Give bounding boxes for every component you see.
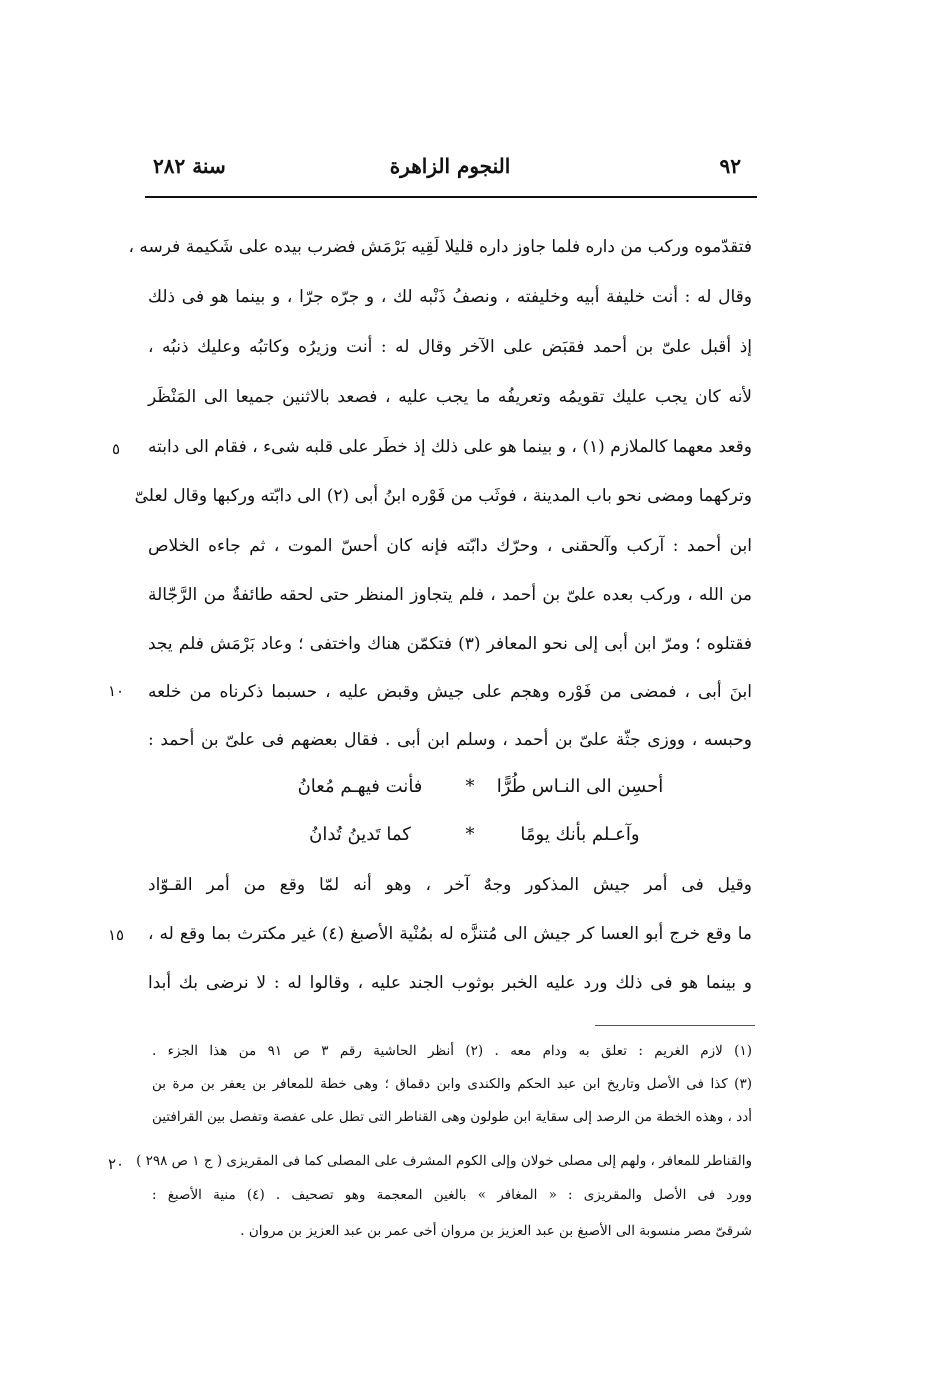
text-line: من الله ، وركب بعده علىّ بن أحمد ، فلم يتجاوز المنظر حتى لحقه طائفةٌ من الرَّجّالة: [148, 585, 752, 605]
text-line: وحبسه ، ووزى جثّة علىّ بن أحمد ، وسلم ابن أبى . فقال بعضهم فى علىّ بن أحمد :: [148, 730, 752, 750]
page-number: ٩٢: [719, 154, 741, 178]
verse-second-hemistich: كما تَدينُ تُدانُ: [309, 824, 411, 845]
verse-first-hemistich: أحسِن الى النـاس طُرًّا: [496, 776, 664, 797]
header-year: سنة ٢٨٢: [153, 154, 226, 178]
text-line: فتقدّموه وركب من داره فلما جاوز داره قليلا لَقِيه بَرْمَش فضرب بيده على شَكيمة فرسه ،: [128, 237, 752, 257]
page-header: [145, 150, 755, 190]
text-line: إذ أقبل علىّ بن أحمد فقبَض على الآخر وقال له : أنت وزيرُه وكاتبُه وعليك ذنبُه ،: [148, 337, 752, 357]
text-line: وقال له : أنت خليفة أبيه وخليفته ، ونصفُ ذَنْبه لك ، و جرّه جرّا ، و بينما هو فى ذلك: [148, 287, 752, 307]
footnote-line: والقناطر للمعافر ، ولهم إلى مصلى خولان وإلى الكوم المشرف على المصلى كما فى المقريزى ( ج ١ ص ٢٩٨ ): [136, 1153, 752, 1169]
text-line: ابنَ أبى ، فمضى من فَوْره وهجم على جيش وقبض عليه ، حسبما ذكرناه من خلعه: [148, 682, 752, 702]
footnote-line: وورد فى الأصل والمقريزى : « المغافر » بالغين المعجمة وهو تصحيف . (٤) منية الأصبغ :: [152, 1187, 752, 1203]
text-line: ما وقع خرج أبو العسا كر جيش الى مُتنزَّه له بمُنْية الأصبغ (٤) غير مكترث بما وقع له ،: [148, 924, 752, 944]
text-line: لأنه كان يجب عليك تقويمُه وتعريفُه ما يجب عليه ، فصعد بالاثنين جميعا الى المَنْظَر: [148, 387, 752, 407]
text-line: وتركهما ومضى نحو باب المدينة ، فوثَب من فَوْره ابنُ أبى (٢) الى دابّته وركبها وقال لعلىّ: [134, 486, 752, 506]
text-line: وقيل فى أمر جيش المذكور وجهٌ آخر ، وهو أنه لمّا وقع من أمر القـوّاد: [148, 875, 752, 895]
footnote-line: (٣) كذا فى الأصل وتاريخ ابن عبد الحكم والكندى وابن دقماق ؛ وهى خطة للمعافر بن يعفر بن مرة بن: [152, 1076, 752, 1092]
header-title: النجوم الزاهرة: [389, 154, 511, 178]
verse-separator: *: [465, 824, 475, 845]
footnote-line: شرقىّ مصر منسوبة الى الأصبغ بن عبد العزيز بن مروان أخى عمر بن عبد العزيز بن مروان .: [240, 1223, 752, 1239]
verse-separator: *: [465, 776, 475, 797]
line-number: ٥: [111, 440, 121, 458]
line-number: ١٠: [107, 682, 125, 700]
text-line: ابن أحمد : آركب وآلحقنى ، وحرّك دابّته فإنه كان أحسّ الموت ، ثم جاءه الخلاص: [148, 536, 752, 556]
text-line: فقتلوه ؛ ومرّ ابن أبى إلى نحو المعافر (٣) فتكمّن هناك واختفى ؛ وعاد بَرْمَش فلم يجد: [148, 634, 752, 654]
footnote-line: (١) لازم الغريم : تعلق به ودام معه . (٢) أنظر الحاشية رقم ٣ ص ٩١ من هذا الجزء .: [152, 1043, 752, 1059]
text-line: وقعد معهما كالملازم (١) ، و بينما هو على ذلك إذ خطَر على قلبه شىء ، فقام الى دابته: [148, 437, 752, 457]
line-number: ٢٠: [107, 1155, 125, 1173]
line-number: ١٥: [107, 926, 125, 944]
footnote-rule: [595, 1025, 755, 1026]
header-rule: [145, 196, 757, 198]
verse: [250, 765, 670, 809]
footnote-line: أدد ، وهذه الخطة من الرصد إلى سقاية ابن طولون وهى القناطر التى تطل على عفصة وتفصل بين القرافتين: [151, 1109, 752, 1125]
verse-first-hemistich: وآعـلم بأنك يومًا: [520, 824, 640, 845]
verse-second-hemistich: فأنت فيهـم مُعانُ: [297, 776, 423, 797]
verse: [250, 813, 670, 857]
text-line: و بينما هو فى ذلك ورد عليه الخبر بوثوب الجند عليه ، وقالوا له : لا نرضى بك أبدا: [148, 973, 752, 993]
